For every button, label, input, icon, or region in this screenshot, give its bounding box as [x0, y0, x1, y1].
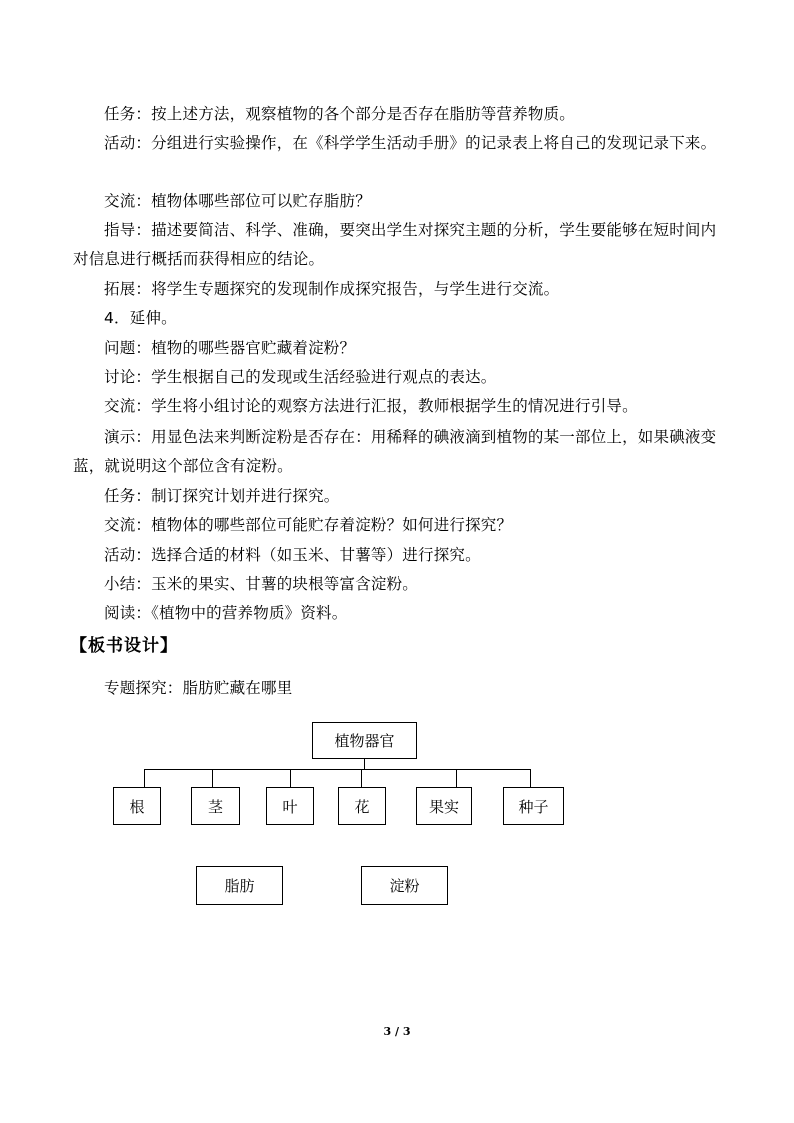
- organ-box-leaf: [266, 787, 314, 825]
- organ-box-flower: [338, 787, 386, 825]
- organ-box-seed: [503, 787, 564, 825]
- section-heading: 【板书设计】: [70, 636, 178, 656]
- paragraph-demonstration: 演示：用显色法来判断淀粉是否存在：用稀释的碘液滴到植物的某一部位上，如果碘液变蓝，就说明这个部位含有淀粉。: [73, 428, 717, 475]
- connector-horizontal: [144, 769, 531, 770]
- page-number: 3 / 3: [383, 1025, 411, 1038]
- paragraph-summary: 小结：玉米的果实、甘薯的块根等富含淀粉。: [104, 575, 419, 593]
- paragraph-discussion: 讨论：学生根据自己的发现或生活经验进行观点的表达。: [104, 368, 497, 386]
- connector-root-organ: [144, 769, 145, 787]
- paragraph-extension: 拓展：将学生专题探究的发现制作成探究报告，与学生进行交流。: [104, 280, 560, 298]
- nutrient-label: 淀粉: [389, 877, 420, 895]
- connector-flower-organ: [361, 769, 362, 787]
- connector-leaf-organ: [290, 769, 291, 787]
- organ-label: 茎: [207, 797, 223, 816]
- paragraph-activity-2: 活动：选择合适的材料（如玉米、甘薯等）进行探究。: [104, 546, 481, 564]
- paragraph-exchange-3: 交流：植物体的哪些部位可能贮存着淀粉？如何进行探究？: [104, 516, 513, 534]
- organ-label: 根: [129, 797, 145, 816]
- paragraph-exchange-2: 交流：学生将小组讨论的观察方法进行汇报，教师根据学生的情况进行引导。: [104, 397, 638, 415]
- paragraph-question: 问题：植物的哪些器官贮藏着淀粉？: [104, 339, 356, 357]
- board-subtitle: 专题探究：脂肪贮藏在哪里: [104, 679, 293, 697]
- paragraph-task-1: 任务：按上述方法，观察植物的各个部分是否存在脂肪等营养物质。: [104, 105, 576, 123]
- organ-box-stem: [191, 787, 240, 825]
- paragraph-section-4: 4．延伸。: [104, 309, 177, 327]
- organ-label: 叶: [282, 797, 298, 816]
- paragraph-exchange-1: 交流：植物体哪些部位可以贮存脂肪？: [104, 192, 371, 210]
- connector-root-stem: [364, 759, 365, 769]
- paragraph-reading: 阅读：《植物中的营养物质》资料。: [104, 604, 348, 622]
- connector-fruit-organ: [456, 769, 457, 787]
- nutrient-box-fat: [196, 866, 283, 905]
- organ-label: 种子: [518, 797, 549, 816]
- paragraph-activity-1: 活动：分组进行实验操作，在《科学学生活动手册》的记录表上将自己的发现记录下来。: [104, 134, 717, 152]
- organ-label: 花: [354, 797, 370, 816]
- root-label: 植物器官: [334, 732, 395, 750]
- nutrient-box-starch: [361, 866, 448, 905]
- nutrient-label: 脂肪: [224, 877, 255, 895]
- connector-stem-organ: [212, 769, 213, 787]
- organ-label: 果实: [428, 797, 459, 816]
- paragraph-guidance: 指导：描述要简洁、科学、准确，要突出学生对探究主题的分析，学生要能够在短时间内对信息进行概括而获得相应的结论。: [73, 221, 717, 268]
- root-box-plant-organs: [312, 722, 417, 759]
- organ-box-root: [113, 787, 161, 825]
- connector-seed-organ: [530, 769, 531, 787]
- paragraph-task-2: 任务：制订探究计划并进行探究。: [104, 487, 340, 505]
- organ-box-fruit: [416, 787, 472, 825]
